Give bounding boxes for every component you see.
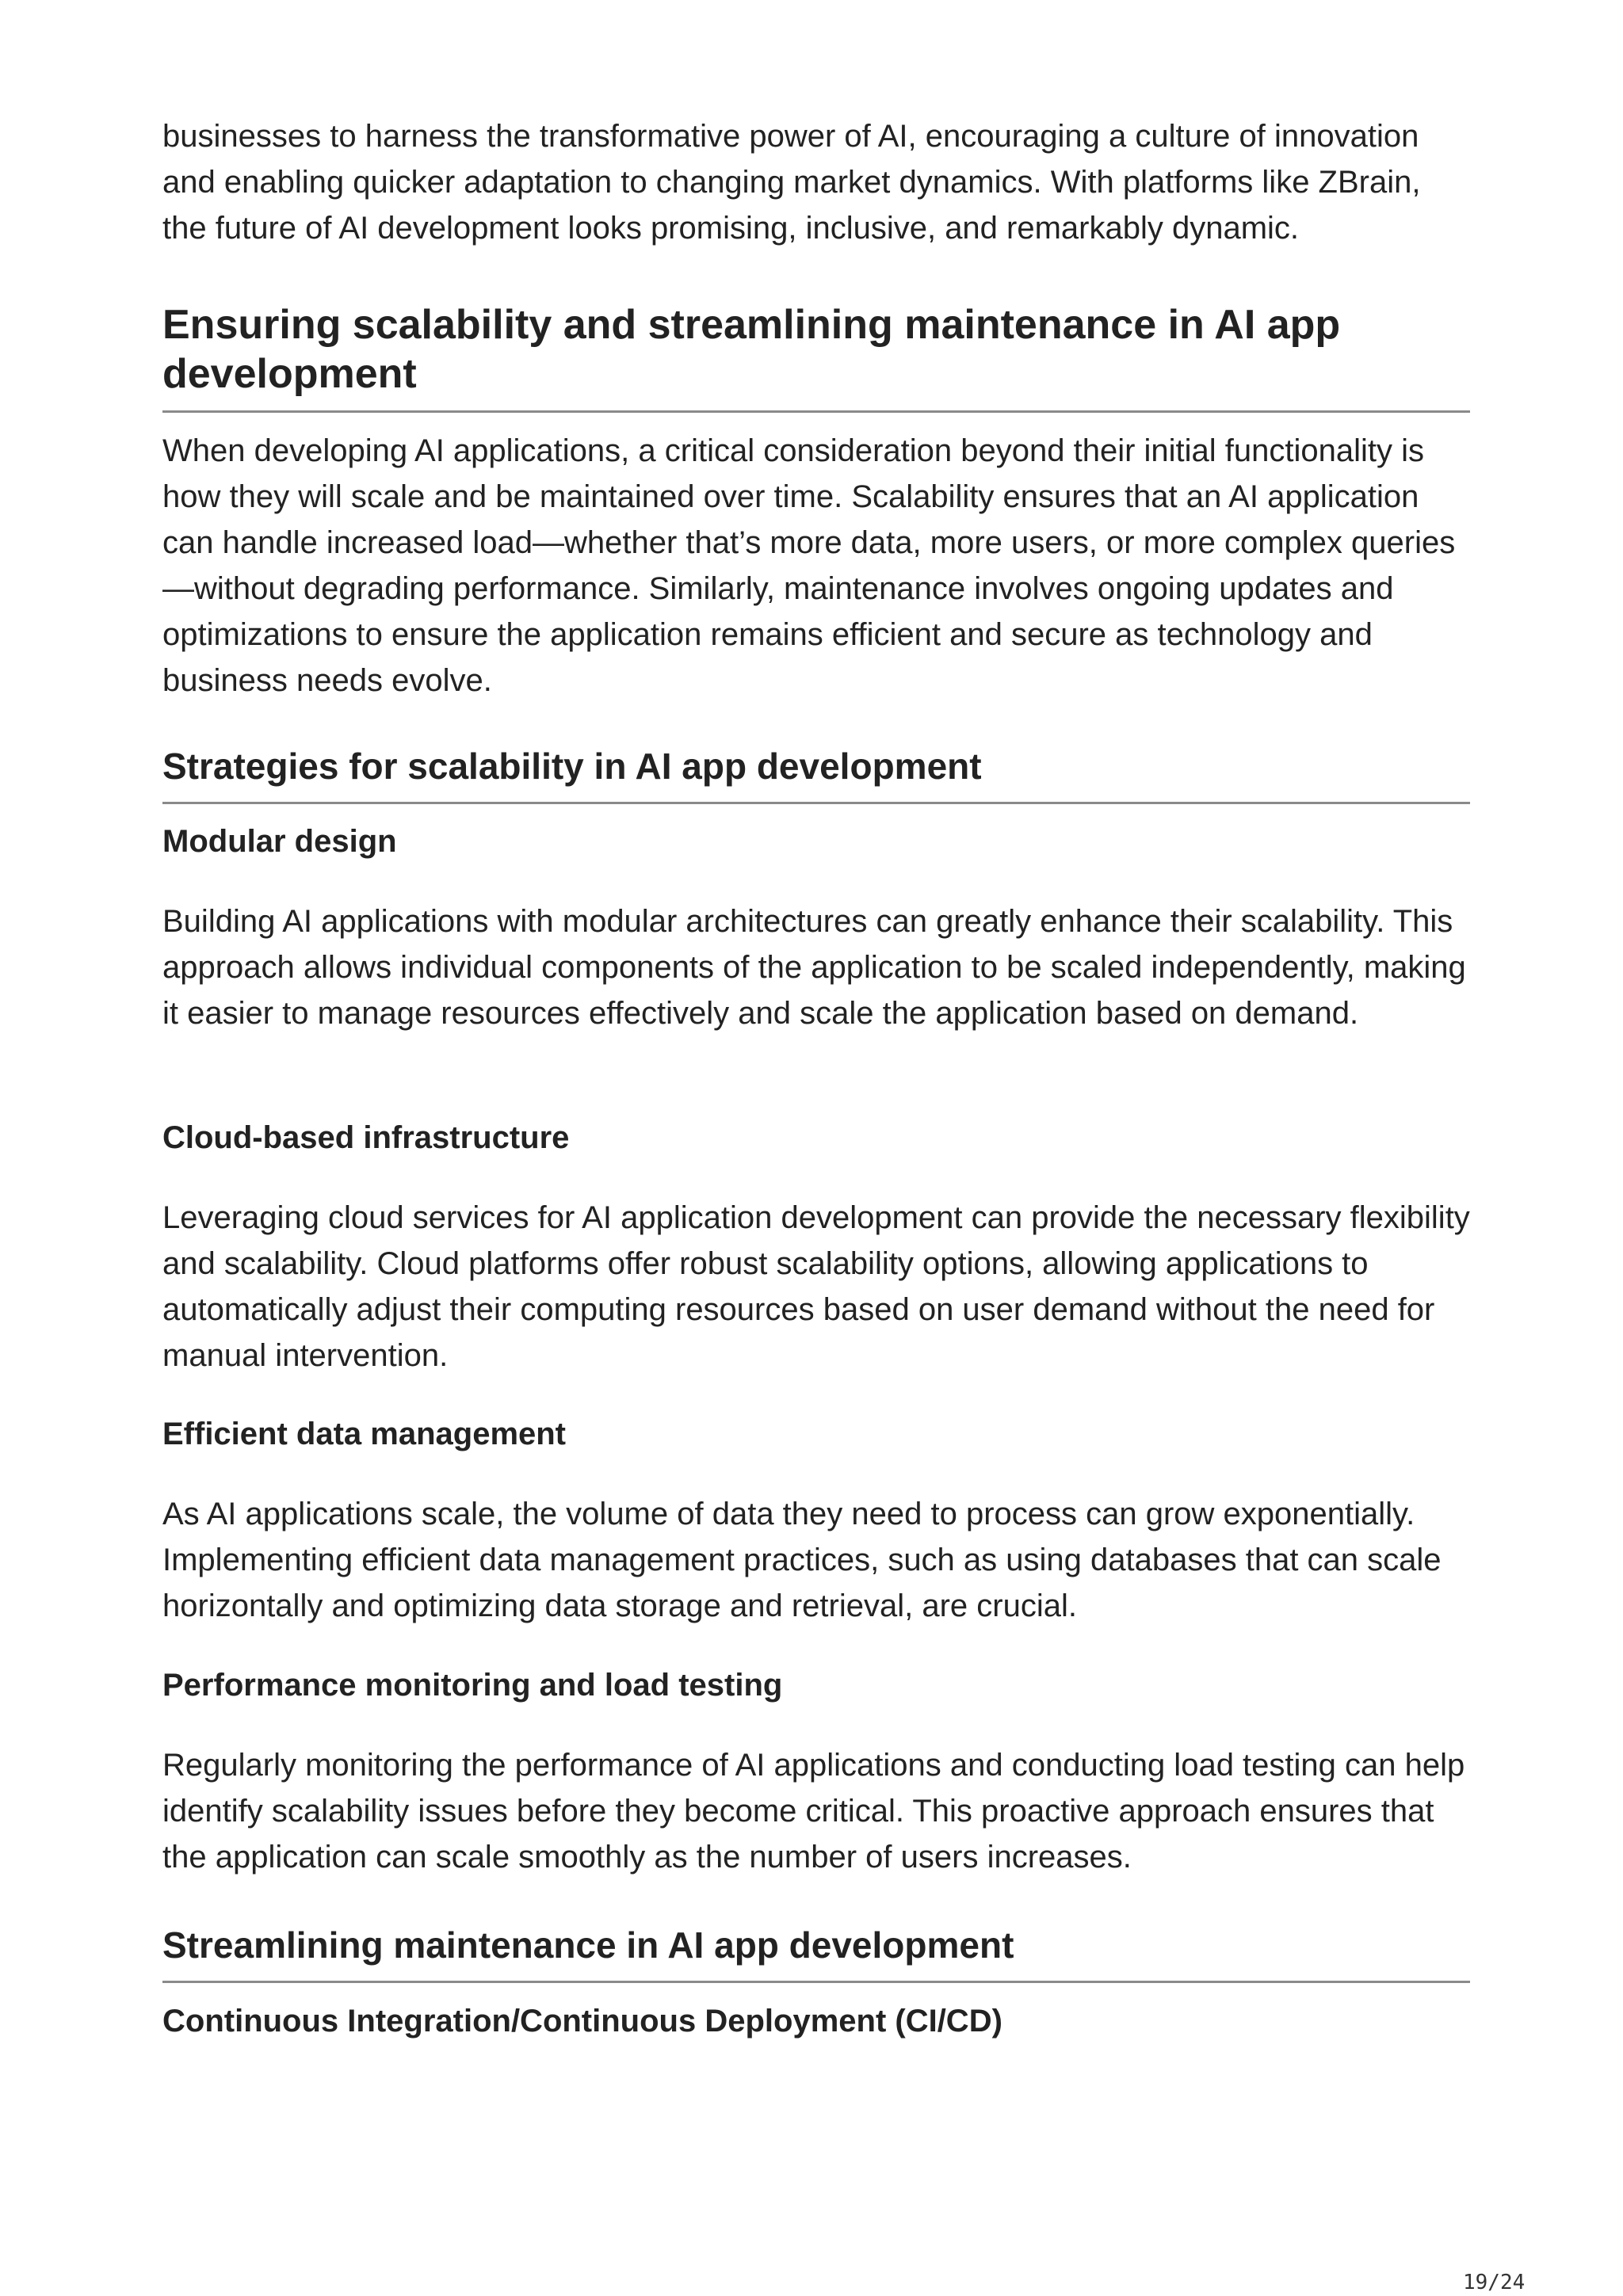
item-title-data-management: Efficient data management bbox=[162, 1417, 567, 1451]
subsection-divider bbox=[162, 1981, 1470, 1983]
item-text-cloud-infrastructure: Leveraging cloud services for AI application development can provide the necessary flexibility and scalability. Cloud platforms offer robust scalability options, allowing applications to automatically adjust their computing resources based on user demand without the need for manual intervention. bbox=[162, 1200, 1470, 1373]
section-heading-scalability-maintenance: Ensuring scalability and streamlining maintenance in AI app development bbox=[162, 302, 1341, 397]
subsection-divider bbox=[162, 802, 1470, 804]
item-title-cloud-infrastructure: Cloud-based infrastructure bbox=[162, 1120, 570, 1155]
item-text-performance-monitoring: Regularly monitoring the performance of AI applications and conducting load testing can help identify scalability issues before they become critical. This proactive approach ensures that the application can scale smoothly as the number of users increases. bbox=[162, 1748, 1465, 1875]
subsection-heading-maintenance: Streamlining maintenance in AI app development bbox=[162, 1924, 1014, 1966]
item-title-ci-cd: Continuous Integration/Continuous Deployment (CI/CD) bbox=[162, 2004, 1002, 2039]
section-main-paragraph: When developing AI applications, a critical consideration beyond their initial functionality is how they will scale and be maintained over time. Scalability ensures that an AI application can handle increased load—whether that’s more data, more users, or more complex queries—without degrading performance. Similarly, maintenance involves ongoing updates and optimizations to ensure the application remains efficient and secure as technology and business needs evolve. bbox=[162, 433, 1456, 698]
section-divider bbox=[162, 410, 1470, 413]
item-text-modular-design: Building AI applications with modular architectures can greatly enhance their scalability. This approach allows individual components of the application to be scaled independently, making it easier to manage resources effectively and scale the application based on demand. bbox=[162, 904, 1466, 1031]
intro-paragraph: businesses to harness the transformative power of AI, encouraging a culture of innovation and enabling quicker adaptation to changing market dynamics. With platforms like ZBrain, the future of AI development looks promising, inclusive, and remarkably dynamic. bbox=[162, 119, 1421, 246]
item-title-performance-monitoring: Performance monitoring and load testing bbox=[162, 1668, 783, 1703]
item-title-modular-design: Modular design bbox=[162, 824, 397, 859]
subsection-heading-scalability: Strategies for scalability in AI app development bbox=[162, 746, 982, 787]
item-text-data-management: As AI applications scale, the volume of data they need to process can grow exponentially. Implementing efficient data management practices, such as using databases that can scale horizontally and optimizing data storage and retrieval, are crucial. bbox=[162, 1497, 1442, 1623]
page-number: 19/24 bbox=[1463, 2271, 1526, 2294]
